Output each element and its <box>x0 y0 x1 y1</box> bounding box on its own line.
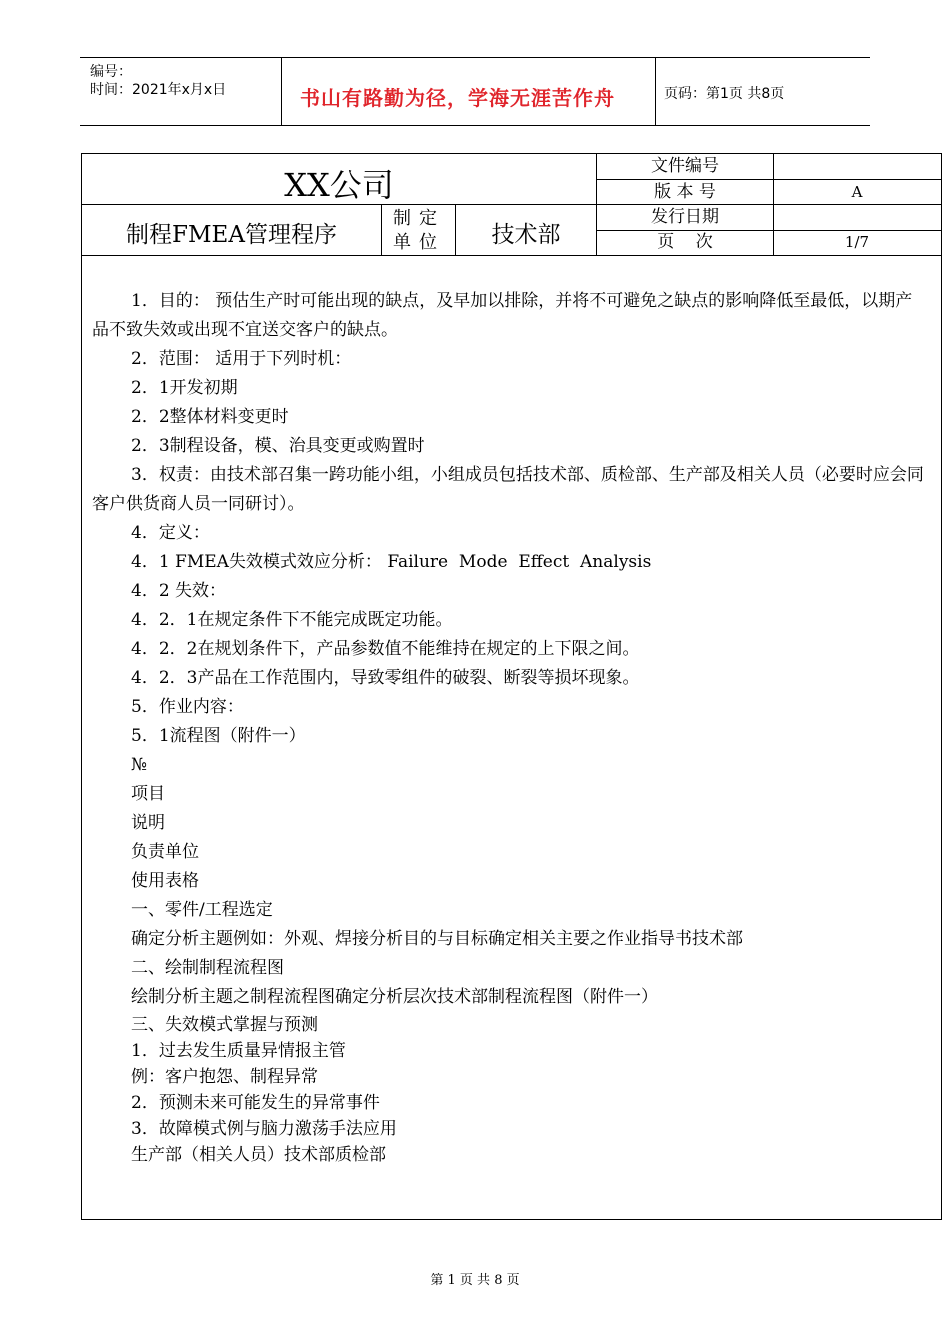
meta-label-issue-date: 发行日期 <box>651 207 719 227</box>
paragraph: 2．范围： 适用于下列时机： <box>131 349 352 369</box>
paragraph: 例：客户抱怨、制程异常 <box>131 1067 318 1087</box>
meta-value-file-number <box>773 154 941 179</box>
paragraph: 4．2 失效： <box>131 581 227 601</box>
paragraph: 4．2．2在规划条件下，产品参数值不能维持在规定的上下限之间。 <box>131 639 640 659</box>
paragraph: 一、零件/工程选定 <box>131 900 273 920</box>
meta-label-file-number: 文件编号 <box>651 156 719 176</box>
paragraph: № <box>131 755 148 775</box>
paragraph: 4．2．3产品在工作范围内，导致零组件的破裂、断裂等损坏现象。 <box>131 668 640 688</box>
meta-label-page: 页 次 <box>657 232 713 252</box>
header-bottom-rule <box>80 125 870 126</box>
paragraph: 2．预测未来可能发生的异常事件 <box>131 1093 380 1113</box>
paragraph: 说明 <box>131 813 165 833</box>
header-divider <box>655 57 656 125</box>
paragraph: 使用表格 <box>131 871 199 891</box>
paragraph: 二、绘制制程流程图 <box>131 958 284 978</box>
paragraph: 项目 <box>131 784 165 804</box>
paragraph: 4．2．1在规定条件下不能完成既定功能。 <box>131 610 453 630</box>
header-time: 时间：2021年x月x日 <box>90 82 227 98</box>
paragraph: 三、失效模式掌握与预测 <box>131 1015 318 1035</box>
issuing-unit-label <box>385 207 453 255</box>
paragraph: 1．过去发生质量异情报主管 <box>131 1041 346 1061</box>
paragraph: 绘制分析主题之制程流程图确定分析层次技术部制程流程图（附件一） <box>131 987 658 1007</box>
issuing-unit-label-line2: 单位 <box>393 232 445 253</box>
paragraph: 4．1 FMEA失效模式效应分析： Failure Mode Effect Analysis <box>131 552 652 572</box>
meta-value-version: A <box>851 183 863 201</box>
paragraph: 确定分析主题例如：外观、焊接分析目的与目标确定相关主要之作业指导书技术部 <box>131 929 743 949</box>
meta-label-version: 版 本 号 <box>654 182 716 202</box>
company-name: XX公司 <box>284 166 394 204</box>
header-divider <box>281 57 282 125</box>
document-title: 制程FMEA管理程序 <box>126 222 337 248</box>
paragraph: 5．1流程图（附件一） <box>131 726 306 746</box>
header-number-label: 编号： <box>90 64 132 80</box>
paragraph: 2．1开发初期 <box>131 378 238 398</box>
paragraph: 生产部（相关人员）技术部质检部 <box>131 1145 386 1165</box>
issuing-department: 技术部 <box>491 222 561 248</box>
header-motto: 书山有路勤为径，学海无涯苦作舟 <box>300 86 615 110</box>
paragraph: 2．3制程设备，模、治具变更或购置时 <box>131 436 425 456</box>
paragraph: 负责单位 <box>131 842 199 862</box>
paragraph-responsibility: 3．权责：由技术部召集一跨功能小组，小组成员包括技术部、质检部、生产部及相关人员（必要时应会同客户供货商人员一同研讨）。 <box>92 465 924 514</box>
page-footer: 第 1 页 共 8 页 <box>430 1273 520 1288</box>
meta-value-page: 1/7 <box>844 233 870 251</box>
paragraph-purpose: 1．目的： 预估生产时可能出现的缺点，及早加以排除，并将不可避免之缺点的影响降低至最低，以期产品不致失效或出现不宜送交客户的缺点。 <box>92 291 913 340</box>
header-page-info: 页码：第1页 共8页 <box>664 86 785 102</box>
paragraph: 4．定义： <box>131 523 210 543</box>
grid-line <box>82 255 941 256</box>
issuing-unit-label-line1: 制定 <box>393 208 445 229</box>
meta-value-issue-date <box>773 205 941 230</box>
paragraph: 5．作业内容： <box>131 697 244 717</box>
document-body <box>92 287 927 1168</box>
grid-line <box>381 205 382 255</box>
header-top-rule <box>80 57 870 58</box>
paragraph: 3．故障模式例与脑力激荡手法应用 <box>131 1119 397 1139</box>
paragraph: 2．2整体材料变更时 <box>131 407 289 427</box>
